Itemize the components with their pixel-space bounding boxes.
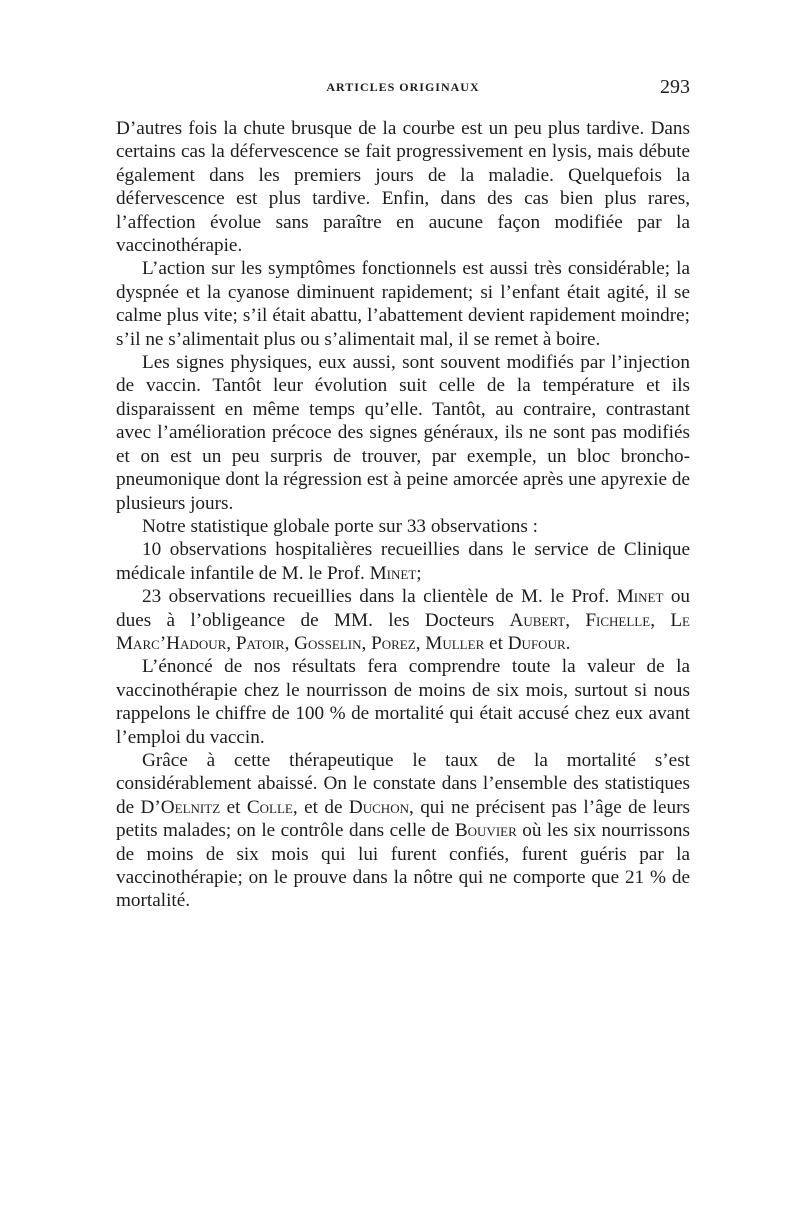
author-name-patoir: Patoir xyxy=(235,632,285,654)
mortality-text: où les six nourrissons de moins de six mois qui lui furent confiés, furent guéris par la vaccinothérapie; on le prouve dans la nôtre qui ne comporte que 21 % de mortalité. xyxy=(116,820,690,912)
paragraph-physical-signs: Les signes physiques, eux aussi, sont souvent modifiés par l’injection de vaccin. Tantôt leur évolution suit celle de la température et ils disparaissent en même temps qu’elle. Tantôt, au contraire, contrastant avec l’amélioration précoce des signes généraux, ils ne sont pas modifiés et on est un peu surpris de trouver, par exemple, un bloc broncho-pneumonique dont la régression est à peine amorcée après une apyrexie de plusieurs jours. xyxy=(116,352,690,514)
author-name-bouvier: Bouvier xyxy=(454,820,517,842)
page-number: 293 xyxy=(660,76,690,98)
separator: , xyxy=(650,609,671,631)
paragraph-statistics-intro: Notre statistique globale porte sur 33 observations : xyxy=(142,515,538,537)
author-name-fichelle: Fichelle xyxy=(585,609,651,631)
body-text xyxy=(116,117,690,913)
punctuation: . xyxy=(565,632,571,654)
author-name-doelnitz: D’Oelnitz xyxy=(140,796,221,818)
separator: , xyxy=(415,632,426,654)
author-name-porez: Porez xyxy=(371,632,416,654)
author-name-muller: Muller xyxy=(425,632,485,654)
mortality-text: Grâce à cette thérapeutique le taux de la mortalité s’est considérablement abaissé. On le constate dans l’ensemble des statistiques de xyxy=(116,749,690,818)
author-name-duchon: Duchon xyxy=(348,796,409,818)
author-name-aubert: Aubert xyxy=(509,609,566,631)
mortality-text: , qui ne précisent pas l’âge de leurs petits malades; on le contrôle dans celle de xyxy=(116,796,690,842)
author-name-minet: Minet xyxy=(369,562,417,584)
private-observations-text: ou dues à l’obligeance de MM. les Docteurs xyxy=(116,586,690,631)
author-name-colle: Colle xyxy=(246,796,293,818)
separator: , xyxy=(565,609,586,631)
author-name-le-marc-hadour: Le Marc’Hadour xyxy=(116,609,690,654)
separator: et xyxy=(484,632,508,654)
separator: , xyxy=(361,632,372,654)
mortality-text: et xyxy=(220,796,247,818)
author-name-gosselin: Gosselin xyxy=(294,632,362,654)
paragraph-mortality xyxy=(116,749,690,913)
running-title: ARTICLES ORIGINAUX xyxy=(326,80,480,94)
author-name-dufour: Dufour xyxy=(507,632,566,654)
private-observations-text: 23 observations recueillies dans la clientèle de M. le Prof. xyxy=(142,586,617,608)
author-name-minet: Minet xyxy=(616,586,664,608)
punctuation: ; xyxy=(416,562,422,584)
paragraph-functional-symptoms: L’action sur les symptômes fonctionnels est aussi très considérable; la dyspnée et la cyanose diminuent rapidement; si l’enfant était agité, il se calme plus vite; s’il était abattu, l’abattement devient rapidement moindre; s’il ne s’alimentait plus ou s’alimentait mal, il se remet à boire. xyxy=(116,258,690,350)
paragraph-results: L’énoncé de nos résultats fera comprendre toute la valeur de la vaccinothérapie chez le nourrisson de moins de six mois, surtout si nous rappelons le chiffre de 100 % de mortalité qui était accusé chez eux avant l’emploi du vaccin. xyxy=(116,656,690,748)
mortality-text: , et de xyxy=(292,796,349,818)
paragraph-hospital-observations xyxy=(116,538,690,585)
separator: , xyxy=(284,632,295,654)
separator: , xyxy=(226,632,236,654)
paragraph-defervescence: D’autres fois la chute brusque de la courbe est un peu plus tardive. Dans certains cas la défervescence se fait progressivement en lysis, mais débute également dans les premiers jours de la maladie. Quelquefois la défervescence est plus tardive. Enfin, dans des cas bien plus rares, l’affection évolue sans paraître en aucune façon modifiée par la vaccinothérapie. xyxy=(116,118,690,257)
hospital-observations-text: 10 observations hospitalières recueillies dans le service de Clinique médicale infantile de M. le Prof. xyxy=(116,539,690,584)
paragraph-private-observations xyxy=(116,585,690,655)
running-header xyxy=(116,76,690,100)
